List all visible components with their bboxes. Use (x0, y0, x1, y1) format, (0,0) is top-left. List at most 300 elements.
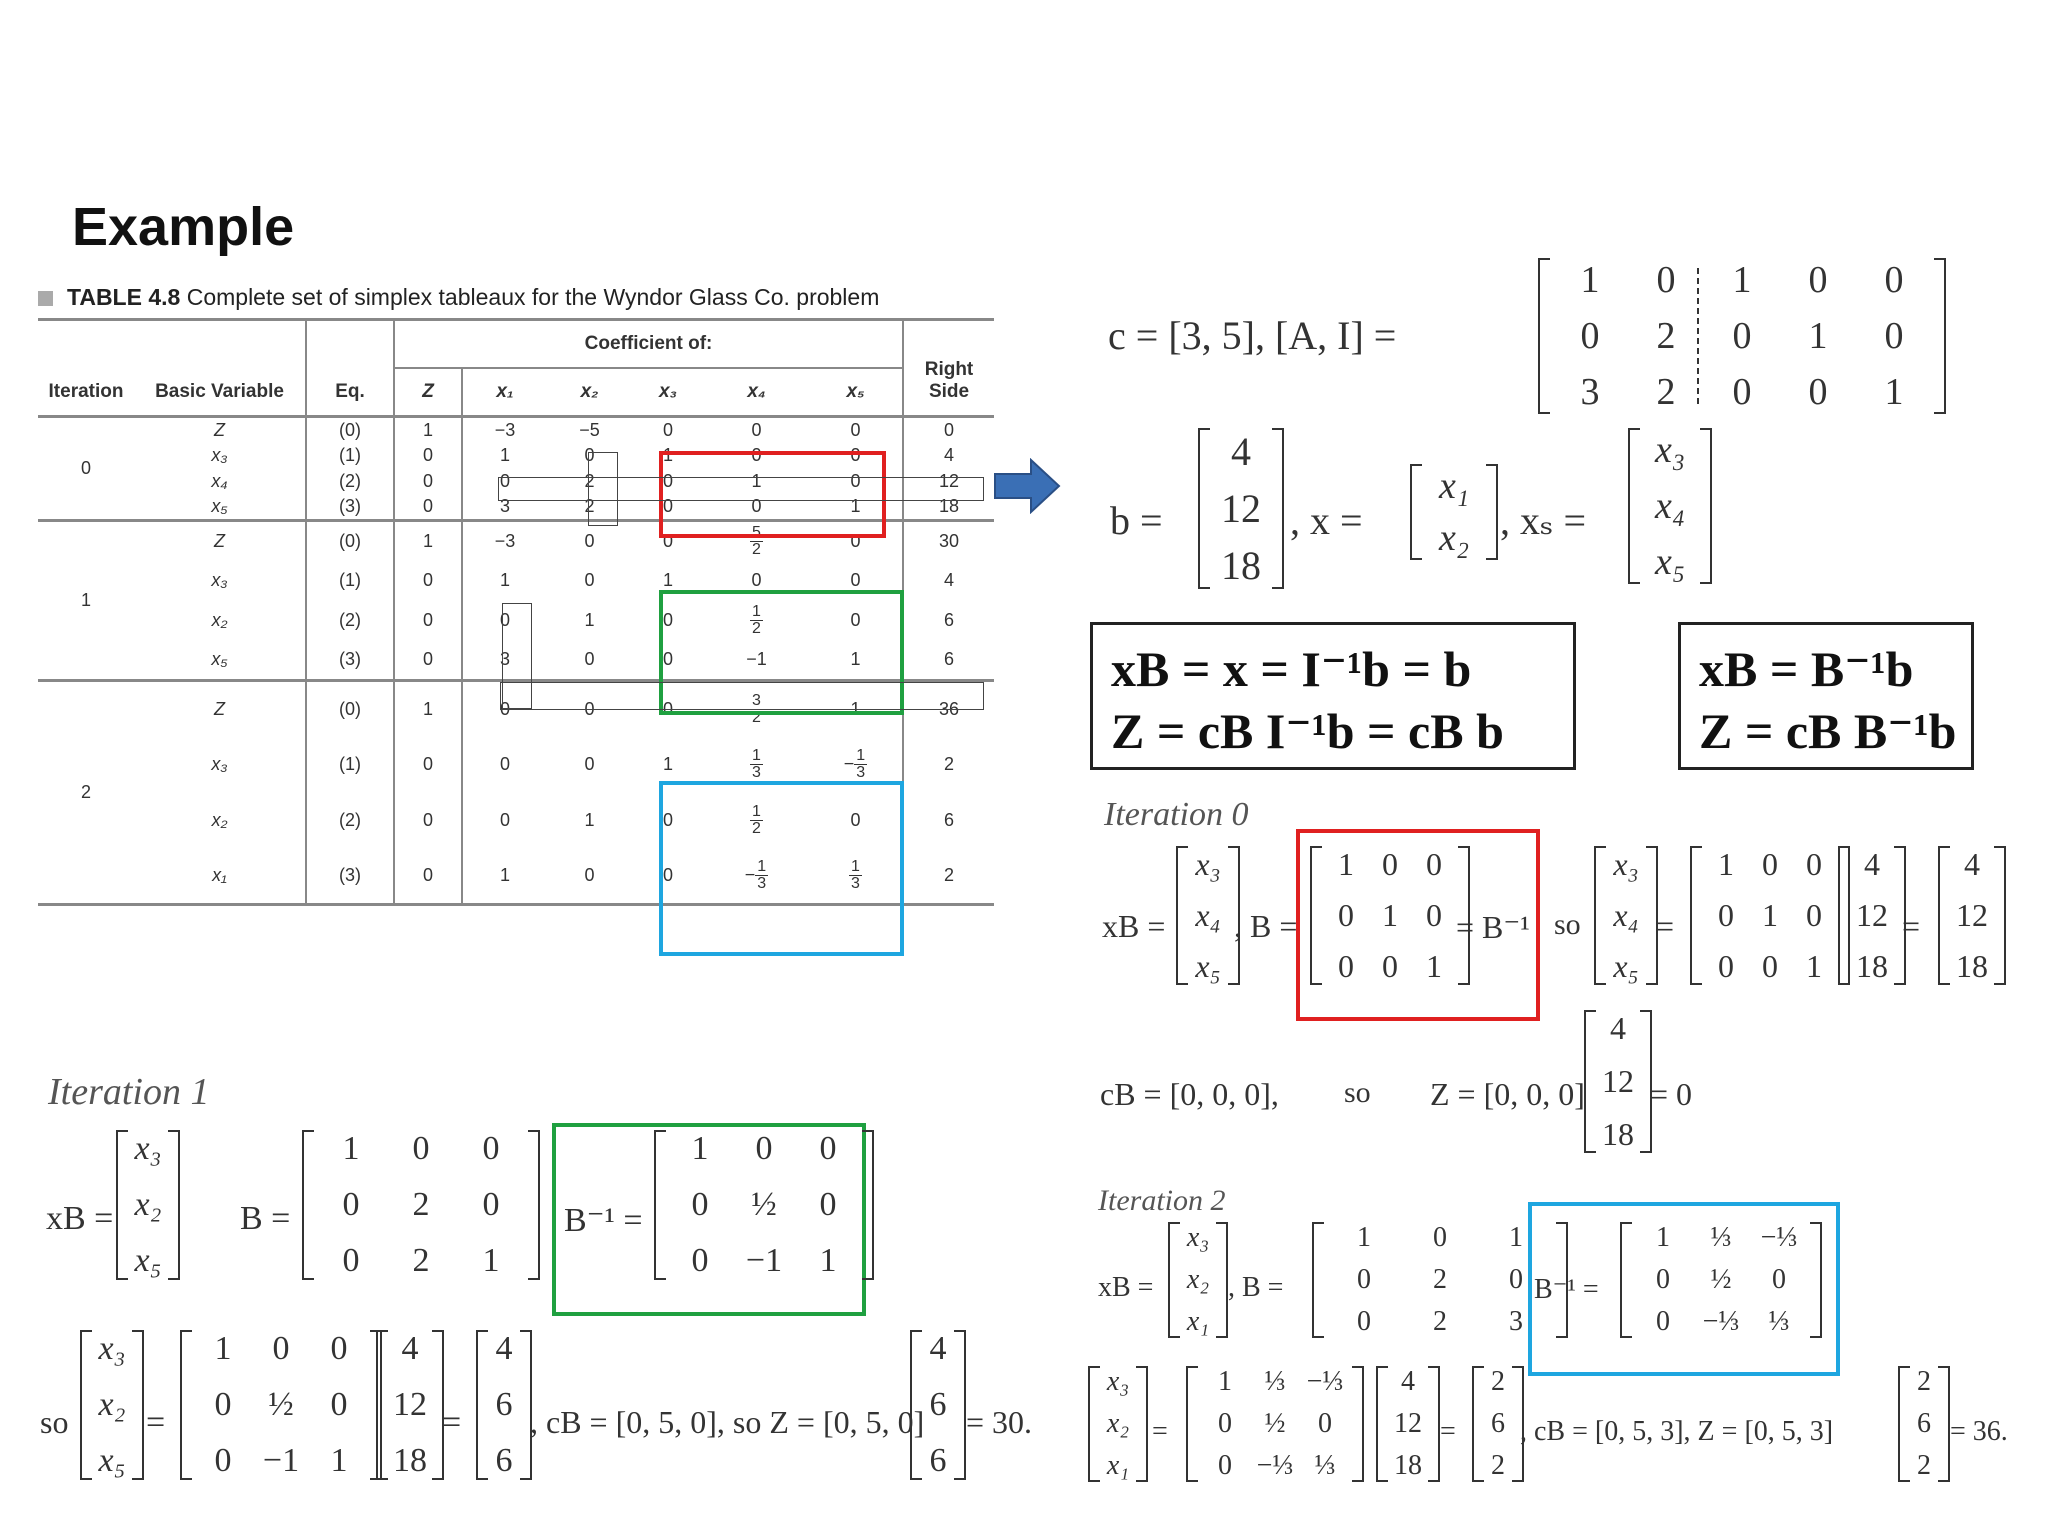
header-col-x1: x₁ (462, 368, 547, 417)
matrix-entry: 0 (1772, 1264, 1786, 1295)
it1-lhs-vector-wrap (80, 1330, 144, 1480)
matrix-entry: 0 (1338, 897, 1354, 933)
matrix-entry: 4 (401, 1330, 419, 1367)
it0-cb: cB = [0, 0, 0], (1100, 1076, 1279, 1112)
basic-variable-cell: Z (214, 530, 225, 551)
it2-binv-matrix-wrap (1620, 1222, 1822, 1338)
matrix-entry: −⅓ (1256, 1450, 1294, 1481)
it2-z-vector-wrap (1898, 1366, 1950, 1482)
matrix-entry: 1 (1357, 1222, 1371, 1253)
matrix-entry: 1 (1656, 1222, 1670, 1253)
matrix-entry: 18 (1856, 948, 1888, 984)
matrix-entry: 0 (1580, 315, 1600, 357)
right-side-cell: 12 (903, 469, 994, 495)
matrix-entry: 0 (755, 1130, 773, 1167)
coefficient-cell: − $\frac{1}{3}$ (744, 858, 767, 893)
matrix-entry: 12 (1856, 897, 1888, 933)
matrix-entry: 0 (1718, 948, 1734, 984)
coefficient-cell: 0 (584, 530, 595, 551)
it1-binv-label: B⁻¹ = (564, 1202, 643, 1239)
it0-b-vector-wrap (1838, 846, 1906, 985)
coefficient-cell: 0 (850, 445, 861, 465)
coefficient-cell: 0 (584, 445, 595, 465)
matrix-entry: 1 (1762, 897, 1778, 933)
it1-z-vector-wrap (910, 1330, 966, 1480)
coefficient-cell: 0 (394, 641, 462, 681)
matrix-entry: 4 (929, 1330, 947, 1367)
basic-variable-cell: Z (214, 419, 225, 440)
page-title: Example (72, 197, 295, 257)
coefficient-cell: 0 (394, 601, 462, 641)
coefficient-cell: 1 (850, 698, 861, 719)
matrix-entry: x₅ (1195, 948, 1221, 984)
matrix-entry: ⅓ (1768, 1306, 1790, 1337)
coefficient-cell: 0 (850, 419, 861, 440)
it1-xb-vector (116, 1130, 180, 1280)
matrix-entry: 1 (1732, 259, 1752, 301)
header-col-x4: x₄ (747, 381, 766, 402)
coefficient-cell: 0 (584, 754, 595, 774)
coefficient-cell: 0 (584, 570, 595, 590)
matrix-entry: x₂ (1438, 517, 1470, 559)
it0-xb-vector-wrap (1176, 846, 1240, 985)
coefficient-cell: 1 (751, 471, 762, 491)
matrix-entry: 1 (1426, 948, 1442, 984)
matrix-entry: 1 (1718, 846, 1734, 882)
xs-vector (1628, 428, 1712, 584)
coefficient-cell: 0 (462, 681, 547, 737)
coefficient-cell: 0 (584, 865, 595, 886)
it2-xb-vector-wrap (1168, 1222, 1228, 1338)
eq-cell: (3) (306, 495, 394, 521)
header-coefficient-of: Coefficient of: (394, 320, 903, 369)
matrix-entry: x₃ (1195, 846, 1221, 882)
coefficient-cell: −5 (579, 419, 600, 440)
coefficient-cell: 0 (850, 610, 861, 630)
basic-variable-cell: Z (214, 698, 225, 719)
matrix-entry: ½ (268, 1386, 294, 1423)
matrix-entry: 0 (1808, 259, 1828, 301)
coefficient-cell: 1 (394, 521, 462, 561)
coefficient-cell: 0 (751, 419, 762, 440)
coefficient-cell: 0 (394, 443, 462, 469)
it1-b-vector-wrap (376, 1330, 444, 1480)
summary-identity-line-1: xB = x = I⁻¹b = b (1111, 641, 1472, 697)
matrix-entry: 12 (1394, 1408, 1422, 1439)
it2-lhs-vector (1088, 1366, 1148, 1482)
it0-m-matrix-wrap (1690, 846, 1850, 985)
matrix-entry: 3 (1509, 1306, 1523, 1337)
matrix-entry: ½ (751, 1186, 777, 1223)
matrix-entry: 6 (1917, 1408, 1931, 1439)
matrix-entry: x₁ (1106, 1450, 1130, 1481)
it2-m-matrix (1186, 1366, 1364, 1482)
matrix-entry: 0 (691, 1242, 709, 1279)
coefficient-cell: 1 (462, 443, 547, 469)
iteration-number: 2 (80, 782, 91, 802)
it0-b-label: , B = (1234, 908, 1298, 944)
coefficient-cell: 0 (850, 810, 861, 830)
matrix-entry: −1 (262, 1442, 300, 1479)
matrix-entry: x₃ (1186, 1222, 1210, 1253)
it1-lhs-vector (80, 1330, 144, 1480)
matrix-entry: 12 (1221, 486, 1261, 531)
it0-eq2: = (1902, 908, 1921, 944)
it1-xb-label: xB = (46, 1200, 114, 1237)
coefficient-cell: 0 (751, 570, 762, 590)
coefficient-cell: $\frac{1}{3}$ (851, 858, 860, 893)
it1-eq: = (146, 1404, 166, 1441)
matrix-entry: 12 (1956, 897, 1988, 933)
matrix-entry: 6 (495, 1442, 513, 1479)
matrix-entry: 0 (819, 1130, 837, 1167)
it0-xb-label: xB = (1102, 908, 1166, 944)
matrix-entry: 12 (393, 1386, 427, 1423)
header-col-z: Z (394, 368, 462, 417)
it1-m-matrix-wrap (180, 1330, 382, 1480)
table-caption (38, 284, 879, 311)
coefficient-cell: 0 (662, 865, 673, 886)
matrix-entry: 0 (819, 1186, 837, 1223)
coefficient-cell: 2 (584, 471, 595, 491)
matrix-entry: 0 (1382, 948, 1398, 984)
it0-z-vector (1584, 1010, 1652, 1153)
matrix-entry: 1 (330, 1442, 348, 1479)
matrix-entry: 0 (1433, 1222, 1447, 1253)
b-vector (1198, 428, 1284, 589)
it0-m-matrix (1690, 846, 1850, 985)
basic-variable-cell: x₃ (211, 754, 228, 774)
matrix-entry: ½ (1264, 1408, 1286, 1439)
coefficient-cell: 0 (850, 570, 861, 590)
matrix-entry: 12 (1602, 1063, 1634, 1099)
matrix-entry: 2 (1433, 1264, 1447, 1295)
matrix-entry: 1 (1218, 1366, 1232, 1397)
it1-m-matrix (180, 1330, 382, 1480)
matrix-entry: 0 (1808, 371, 1828, 413)
matrix-entry: 4 (495, 1330, 513, 1367)
matrix-entry: ⅓ (1314, 1450, 1336, 1481)
right-side-cell: 6 (903, 641, 994, 681)
it1-res-vector (476, 1330, 532, 1480)
coefficient-cell: 0 (394, 849, 462, 905)
matrix-entry: x₅ (134, 1242, 162, 1279)
basic-variable-cell: x₅ (211, 649, 228, 670)
matrix-entry: 0 (1656, 259, 1676, 301)
eq-cell: (0) (306, 417, 394, 443)
eq-cell: (3) (306, 849, 394, 905)
matrix-entry: 0 (1509, 1264, 1523, 1295)
matrix-entry: 2 (1491, 1450, 1505, 1481)
basic-variable-cell: x₁ (212, 865, 227, 886)
matrix-entry: 18 (1394, 1450, 1422, 1481)
eq-cell: (2) (306, 601, 394, 641)
x-vector (1410, 464, 1498, 560)
eq-cell: (1) (306, 443, 394, 469)
it2-binv-matrix (1620, 1222, 1822, 1338)
right-side-cell: 2 (903, 737, 994, 793)
coefficient-cell: 0 (850, 530, 861, 551)
matrix-entry: 0 (330, 1386, 348, 1423)
header-col-x3: x₃ (659, 381, 677, 402)
matrix-entry: 18 (1956, 948, 1988, 984)
matrix-entry: 2 (1656, 315, 1676, 357)
matrix-entry: 0 (214, 1442, 232, 1479)
right-side-cell: 2 (903, 849, 994, 905)
header-col-x2: x₂ (580, 381, 599, 402)
coefficient-cell: −1 (746, 649, 767, 670)
matrix-entry: x₅ (98, 1442, 126, 1479)
basic-variable-cell: x₄ (211, 471, 228, 491)
matrix-entry: 0 (1357, 1306, 1371, 1337)
coefficient-cell: 0 (584, 649, 595, 670)
it2-res-vector-wrap (1472, 1366, 1524, 1482)
caption-label: TABLE 4.8 (67, 284, 181, 310)
right-side-cell: 4 (903, 561, 994, 601)
matrix-entry: 0 (1884, 315, 1904, 357)
it0-z-vector-wrap (1584, 1010, 1652, 1153)
coefficient-cell: 0 (751, 445, 762, 465)
it2-z-vector (1898, 1366, 1950, 1482)
matrix-entry: x₃ (134, 1130, 162, 1167)
matrix-entry: 2 (1433, 1306, 1447, 1337)
it2-b-vector-wrap (1376, 1366, 1440, 1482)
coefficient-cell: 0 (394, 737, 462, 793)
matrix-entry: 6 (929, 1442, 947, 1479)
matrix-entry: 0 (1218, 1450, 1232, 1481)
c-vector-equation: c = [3, 5], [A, I] = (1108, 313, 1397, 358)
coefficient-cell: $\frac{1}{3}$ (752, 747, 761, 781)
summary-box-general (1678, 622, 1974, 770)
matrix-entry: 1 (1808, 315, 1828, 357)
matrix-entry: 0 (1732, 371, 1752, 413)
matrix-entry: 6 (1491, 1408, 1505, 1439)
matrix-entry: 2 (1656, 371, 1676, 413)
matrix-entry: 4 (1964, 846, 1980, 882)
caption-text: Complete set of simplex tableaux for the Wyndor Glass Co. problem (186, 284, 880, 310)
matrix-entry: 0 (1656, 1306, 1670, 1337)
header-basic-variable: Basic Variable (155, 381, 284, 402)
matrix-entry: 1 (482, 1242, 500, 1279)
eq-cell: (2) (306, 469, 394, 495)
it2-cb: , cB = [0, 5, 3], Z = [0, 5, 3] (1520, 1416, 1834, 1447)
matrix-entry: x₄ (1654, 485, 1686, 527)
matrix-entry: 1 (1338, 846, 1354, 882)
it0-res-vector (1938, 846, 2006, 985)
matrix-entry: x₄ (1613, 897, 1639, 933)
right-side-cell: 18 (903, 495, 994, 521)
ai-matrix (1538, 258, 1946, 414)
it2-b-vector (1376, 1366, 1440, 1482)
matrix-entry: 0 (272, 1330, 290, 1367)
matrix-entry: 3 (1580, 371, 1600, 413)
it0-xb-vector (1176, 846, 1240, 985)
eq-cell: (1) (306, 737, 394, 793)
matrix-entry: 2 (1917, 1366, 1931, 1397)
coefficient-cell: 1 (850, 496, 861, 517)
matrix-entry: 0 (1732, 315, 1752, 357)
pivot-col-box-0 (588, 452, 618, 526)
coefficient-cell: 3 (462, 495, 547, 521)
matrix-entry: 0 (1338, 948, 1354, 984)
matrix-entry: 4 (1231, 429, 1251, 474)
coefficient-cell: $\frac{5}{2}$ (752, 523, 761, 558)
matrix-entry: x₁ (1438, 465, 1470, 507)
matrix-entry: 0 (214, 1386, 232, 1423)
matrix-entry: 18 (1602, 1116, 1634, 1152)
it0-lhs-vector (1594, 846, 1658, 985)
matrix-entry: 0 (1382, 846, 1398, 882)
it1-b-label: B = (240, 1200, 291, 1237)
it2-xb-label: xB = (1098, 1272, 1154, 1303)
coefficient-cell: 3 (462, 641, 547, 681)
it1-res-vector-wrap (476, 1330, 532, 1480)
header-iteration: Iteration (48, 381, 124, 402)
it2-z-result: = 36. (1950, 1416, 2008, 1447)
matrix-entry: 1 (1884, 371, 1904, 413)
right-arrow-icon (993, 458, 1063, 514)
b-label: b = (1110, 498, 1163, 543)
matrix-entry: 0 (342, 1186, 360, 1223)
coefficient-cell: 0 (462, 469, 547, 495)
matrix-entry: x₃ (1654, 429, 1686, 471)
matrix-entry: 1 (819, 1242, 837, 1279)
matrix-entry: 2 (1491, 1366, 1505, 1397)
it2-lhs-vector-wrap (1088, 1366, 1148, 1482)
matrix-entry: 1 (214, 1330, 232, 1367)
summary-general-line-2: Z = cB B⁻¹b (1699, 703, 1957, 759)
matrix-entry: −1 (745, 1242, 783, 1279)
matrix-entry: 1 (1382, 897, 1398, 933)
summary-box-identity (1090, 622, 1576, 770)
coefficient-cell: 0 (662, 496, 673, 517)
it2-eq2: = (1440, 1416, 1456, 1447)
matrix-entry: x₃ (98, 1330, 126, 1367)
matrix-entry: 0 (1762, 948, 1778, 984)
right-side-cell: 4 (903, 443, 994, 469)
it1-binv-matrix-wrap (654, 1130, 874, 1280)
it1-b-vector (376, 1330, 444, 1480)
coefficient-cell: 0 (662, 698, 673, 719)
it1-b-matrix-wrap (302, 1130, 540, 1280)
matrix-entry: ⅓ (1264, 1366, 1286, 1397)
matrix-entry: 0 (1218, 1408, 1232, 1439)
caption-square-icon (38, 291, 53, 306)
matrix-entry: x₃ (1613, 846, 1639, 882)
x-vector-wrap (1410, 464, 1498, 560)
basic-variable-cell: x₅ (211, 496, 228, 517)
it0-res-vector-wrap (1938, 846, 2006, 985)
it2-eq: = (1152, 1416, 1168, 1447)
coefficient-cell: 1 (662, 570, 673, 590)
coefficient-cell: 0 (462, 737, 547, 793)
matrix-entry: 2 (412, 1186, 430, 1223)
iteration-2-title: Iteration 2 (1098, 1184, 1226, 1217)
eq-cell: (2) (306, 793, 394, 849)
coefficient-cell: 0 (394, 495, 462, 521)
basic-variable-cell: x₂ (211, 810, 228, 830)
matrix-entry: −⅓ (1702, 1306, 1740, 1337)
eq-cell: (0) (306, 681, 394, 737)
matrix-entry: 4 (1610, 1010, 1626, 1046)
matrix-entry: ⅓ (1710, 1222, 1732, 1253)
ai-divider (1697, 268, 1699, 404)
it1-xb-vector-wrap (116, 1130, 180, 1280)
iteration-number: 0 (80, 458, 91, 478)
it2-res-vector (1472, 1366, 1524, 1482)
xs-vector-wrap (1628, 428, 1712, 584)
basic-variable-cell: x₃ (211, 445, 228, 465)
matrix-entry: ½ (1710, 1264, 1732, 1295)
matrix-entry: 0 (330, 1330, 348, 1367)
matrix-entry: 18 (393, 1442, 427, 1479)
matrix-entry: −⅓ (1760, 1222, 1798, 1253)
coefficient-cell: −3 (462, 521, 547, 561)
coefficient-cell: 0 (662, 419, 673, 440)
b-vector-wrap (1198, 428, 1284, 589)
it0-lhs-vector-wrap (1594, 846, 1658, 985)
matrix-entry: 4 (1401, 1366, 1415, 1397)
eq-cell: (0) (306, 521, 394, 561)
it1-so: so (40, 1404, 69, 1440)
it1-z-result: = 30. (966, 1404, 1033, 1440)
coefficient-cell: 1 (394, 417, 462, 443)
right-side-cell: 0 (903, 417, 994, 443)
pivot-row-box-1 (500, 682, 984, 710)
matrix-entry: 0 (1426, 897, 1442, 933)
matrix-entry: 1 (1580, 259, 1600, 301)
it2-m-matrix-wrap (1186, 1366, 1364, 1482)
it2-xb-vector (1168, 1222, 1228, 1338)
matrix-entry: x₅ (1613, 948, 1639, 984)
it1-z-vector (910, 1330, 966, 1480)
coefficient-cell: 0 (394, 469, 462, 495)
matrix-entry: 0 (691, 1186, 709, 1223)
it1-b-matrix (302, 1130, 540, 1280)
coefficient-cell: 0 (850, 471, 861, 491)
iteration-0-title: Iteration 0 (1104, 796, 1249, 833)
coefficient-cell: 0 (662, 610, 673, 630)
it0-eq: = (1656, 908, 1675, 944)
coefficient-cell: $\frac{1}{2}$ (752, 803, 761, 837)
right-side-cell: 6 (903, 601, 994, 641)
coefficient-cell: 1 (662, 445, 673, 465)
matrix-entry: x₂ (134, 1186, 162, 1223)
header-col-x5: x₅ (846, 381, 865, 402)
coefficient-cell: 0 (462, 601, 547, 641)
iteration-number: 1 (80, 590, 91, 610)
coefficient-cell: $\frac{3}{2}$ (752, 691, 761, 726)
it0-z-label: Z = [0, 0, 0] (1430, 1076, 1585, 1112)
iteration-2-basis-inverse-box (659, 781, 904, 956)
header-right-side: Right Side (903, 320, 994, 417)
it0-so: so (1554, 908, 1581, 941)
matrix-entry: 0 (1318, 1408, 1332, 1439)
matrix-entry: x₂ (98, 1386, 126, 1423)
matrix-entry: x₄ (1195, 897, 1221, 933)
header-eq: Eq. (306, 320, 394, 417)
matrix-entry: 4 (1864, 846, 1880, 882)
it1-eq2: = (442, 1404, 462, 1441)
summary-general-line-1: xB = B⁻¹b (1699, 641, 1914, 697)
coefficient-cell: 1 (584, 810, 595, 830)
coefficient-cell: 2 (584, 496, 595, 517)
summary-identity-line-2: Z = cB I⁻¹b = cB b (1111, 703, 1504, 759)
it1-binv-matrix (654, 1130, 874, 1280)
matrix-entry: 1 (691, 1130, 709, 1167)
coefficient-cell: 0 (584, 698, 595, 719)
coefficient-cell: −3 (462, 417, 547, 443)
